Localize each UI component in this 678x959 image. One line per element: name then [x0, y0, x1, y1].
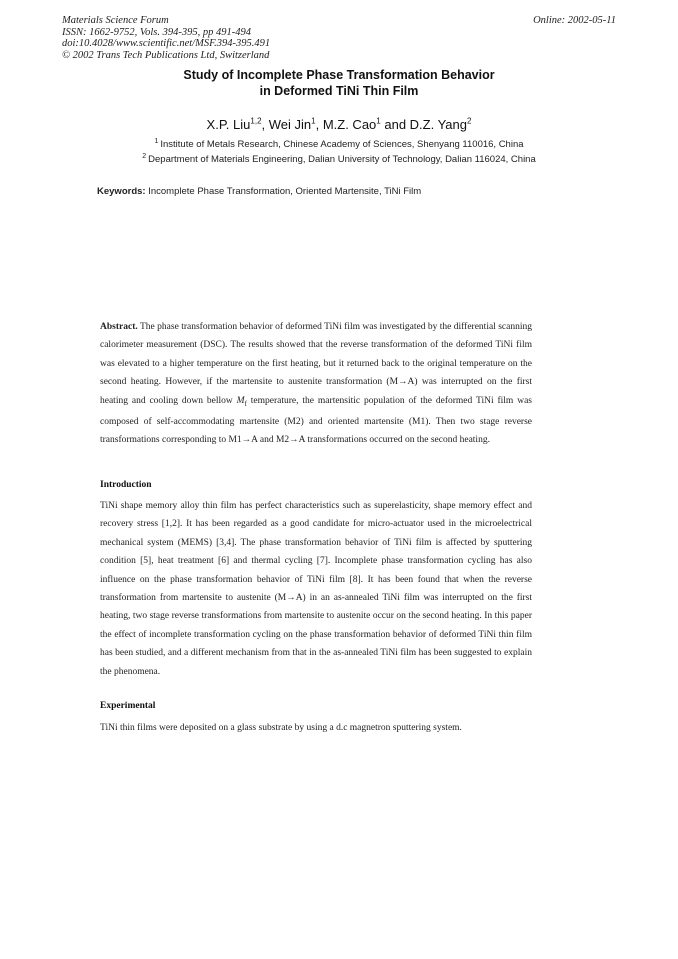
affiliation-text: Department of Materials Engineering, Dalian University of Technology, Dalian 116024, China	[148, 154, 536, 165]
author-name: X.P. Liu	[206, 117, 251, 132]
abstract-paragraph	[100, 318, 532, 450]
author-affil-mark: 1	[311, 116, 316, 126]
experimental-paragraph: TiNi thin films were deposited on a glass substrate by using a d.c magnetron sputtering system.	[100, 723, 462, 733]
abstract-text-1: The phase transformation behavior of deformed TiNi film was investigated by the differential scanning calorimeter measurement (DSC). The results showed that the reverse transformation of the deformed TiNi film was elevated to a higher temperature on the first heating, but it returned back to the original temperature on the second heating. However, if the martensite to austenite transformation (M→A) was interrupted on the first heating and cooling down bellow	[100, 322, 532, 406]
author-name: D.Z. Yang	[409, 117, 467, 132]
author-list	[0, 117, 678, 132]
keywords-label: Keywords:	[97, 186, 146, 197]
online-date: Online: 2002-05-11	[533, 15, 616, 26]
journal-header	[62, 15, 270, 61]
mf-symbol: M	[236, 395, 245, 406]
author-name: M.Z. Cao	[322, 117, 377, 132]
introduction-paragraph: TiNi shape memory alloy thin film has perfect characteristics such as superelasticity, shape memory effect and recovery stress [1,2]. It has been regarded as a good candidate for micro-actuator used in the microelectrical mechanical system (MEMS) [3,4]. The phase transformation behavior of TiNi film is affected by sputtering condition [5], heat treatment [6] and thermal cycling [7]. Incomplete phase transformation cycling has also influence on the phase transformation behavior of TiNi film [8]. It has been found that when the reverse transformation from martensite to austenite (M→A) in an as-annealed TiNi film was interrupted on the first heating, two stage reverse transformations from martensite to austenite occur on the second heating. In this paper the effect of incomplete transformation cycling on the phase transformation behavior of deformed TiNi thin film has been studied, and a different mechanism from that in the as-annealed TiNi film has been suggested to explain the phenomena.	[100, 501, 532, 677]
doi-line[interactable]: doi:10.4028/www.scientific.net/MSF.394-395.491	[62, 38, 271, 49]
title-line-2: in Deformed TiNi Thin Film	[259, 83, 419, 98]
affiliation-text: Institute of Metals Research, Chinese Academy of Sciences, Shenyang 110016, China	[160, 139, 524, 150]
affiliation-1	[0, 139, 678, 150]
author-separator: ,	[261, 117, 269, 132]
abstract-text-2: temperature, the martensitic population of the deformed TiNi film was composed of self-accommodating martensite (M2) and oriented martensite (M1). Then two stage reverse transformations corresponding to M1→A and M2→A transformations occurred on the second heating.	[100, 395, 532, 446]
issn-line: ISSN: 1662-9752, Vols. 394-395, pp 491-494	[62, 26, 251, 38]
mf-subscript: f	[244, 399, 247, 408]
author-affil-mark: 1	[376, 116, 381, 126]
keywords-text: Incomplete Phase Transformation, Oriented Martensite, TiNi Film	[148, 186, 422, 197]
affiliation-2	[0, 154, 678, 165]
author-separator: and	[380, 117, 410, 132]
keywords-line	[97, 186, 421, 197]
author-name: Wei Jin	[268, 117, 312, 132]
author-separator: ,	[315, 117, 323, 132]
affiliation-mark: 1	[154, 137, 159, 145]
author-affil-mark: 2	[467, 116, 472, 126]
introduction-heading: Introduction	[100, 480, 152, 490]
author-affil-mark: 1,2	[250, 116, 262, 126]
journal-name: Materials Science Forum	[62, 15, 169, 26]
title-line-1: Study of Incomplete Phase Transformation Behavior	[183, 68, 495, 82]
experimental-heading: Experimental	[100, 701, 156, 711]
paper-title	[0, 68, 678, 99]
abstract-label: Abstract.	[100, 322, 138, 332]
copyright-line: © 2002 Trans Tech Publications Ltd, Switzerland	[62, 49, 270, 61]
affiliation-mark: 2	[142, 152, 147, 160]
